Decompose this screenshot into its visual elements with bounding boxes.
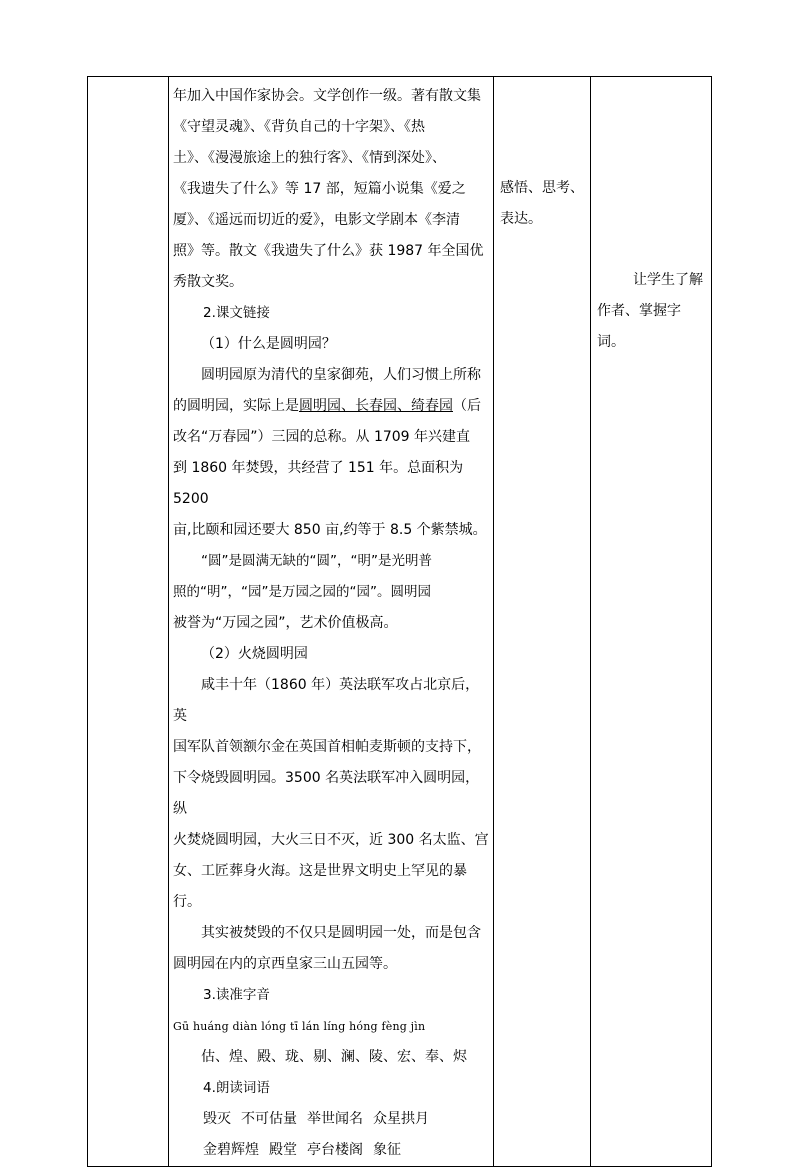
paragraph-line: 圆明园原为清代的皇家御苑，人们习惯上所称 — [201, 367, 481, 383]
word: 众星拱月 — [373, 1111, 429, 1127]
bio-line: 秀散文奖。 — [173, 274, 243, 290]
paragraph-line: “圆”是圆满无缺的“圆”，“明”是光明普 — [201, 553, 432, 569]
design-intent-cell — [591, 77, 712, 1167]
intent-line: 作者、掌握字词。 — [597, 303, 681, 350]
paragraph-line: 改名“万春园”）三园的总称。从 1709 年兴建直 — [173, 429, 471, 445]
paragraph-line: 被誉为“万园之园”，艺术价值极高。 — [173, 615, 398, 631]
student-activity-text — [494, 77, 590, 235]
paragraph-line: 火焚烧圆明园，大火三日不灭，近 300 名太监、宫 — [173, 832, 489, 848]
word: 不可估量 — [241, 1111, 297, 1127]
bio-line: 照》等。散文《我遗失了什么》获 1987 年全国优 — [173, 243, 484, 259]
intent-line: 让学生了解 — [633, 272, 703, 288]
content-cell — [169, 77, 494, 1167]
paragraph-line: 女、工匠葬身火海。这是世界文明史上罕见的暴行。 — [173, 863, 467, 910]
paragraph-line — [173, 391, 491, 422]
bio-line: 年加入中国作家协会。文学创作一级。著有散文集 — [173, 88, 481, 104]
word: 殿堂 — [269, 1142, 297, 1158]
section-heading: 4.朗读词语 — [203, 1080, 270, 1096]
word: 亭台楼阁 — [307, 1142, 363, 1158]
paragraph-line: 亩,比颐和园还要大 850 亩,约等于 8.5 个紫禁城。 — [173, 522, 487, 538]
lesson-plan-table — [87, 76, 712, 1167]
word: 金碧辉煌 — [203, 1142, 259, 1158]
section-heading: 2.课文链接 — [203, 305, 270, 321]
bio-line: 《我遗失了什么》等 17 部，短篇小说集《爱之 — [173, 181, 466, 197]
paragraph-line: 咸丰十年（1860 年）英法联军攻占北京后，英 — [173, 677, 480, 724]
activity-line: 感悟、思考、 — [500, 180, 584, 196]
text-span: 的圆明园，实际上是 — [173, 398, 299, 414]
table-row — [88, 77, 712, 1167]
text-span: （后 — [453, 398, 481, 414]
words-line — [173, 1135, 491, 1166]
design-intent-text — [591, 77, 711, 358]
student-activity-cell — [494, 77, 591, 1167]
characters-line: 估、煌、殿、珑、剔、澜、陵、宏、奉、烬 — [201, 1049, 467, 1065]
paragraph-line: 到 1860 年焚毁，共经营了 151 年。总面积为 5200 — [173, 460, 464, 507]
word: 毁灭 — [203, 1111, 231, 1127]
section-heading: 3.读准字音 — [203, 987, 270, 1003]
paragraph-line: 圆明园在内的京西皇家三山五园等。 — [173, 956, 397, 972]
underlined-text: 圆明园、长春园、绮春园 — [299, 398, 453, 414]
activity-line: 表达。 — [500, 211, 542, 227]
pinyin-line: Gū huáng diàn lóng tī lán líng hóng fèng jìn — [173, 1020, 426, 1033]
paragraph-line: 下令烧毁圆明园。3500 名英法联军冲入圆明园，纵 — [173, 770, 480, 817]
word: 象征 — [373, 1142, 401, 1158]
content-text — [169, 77, 493, 1166]
subheading: （1）什么是圆明园？ — [201, 336, 336, 352]
subheading: （2）火烧圆明园 — [201, 646, 308, 662]
paragraph-line: 国军队首领额尔金在英国首相帕麦斯顿的支持下， — [173, 739, 481, 755]
paragraph-line: 其实被焚毁的不仅只是圆明园一处，而是包含 — [201, 925, 481, 941]
paragraph-line: 照的“明”，“园”是万园之园的“园”。圆明园 — [173, 584, 431, 600]
words-line — [173, 1104, 491, 1135]
bio-line: 《守望灵魂》、《背负自己的十字架》、《热 — [173, 119, 425, 135]
bio-line: 厦》、《遥远而切近的爱》，电影文学剧本《李清 — [173, 212, 460, 228]
empty-cell — [88, 77, 169, 1167]
word: 举世闻名 — [307, 1111, 363, 1127]
bio-line: 土》、《漫漫旅途上的独行客》、《情到深处》、 — [173, 150, 446, 166]
